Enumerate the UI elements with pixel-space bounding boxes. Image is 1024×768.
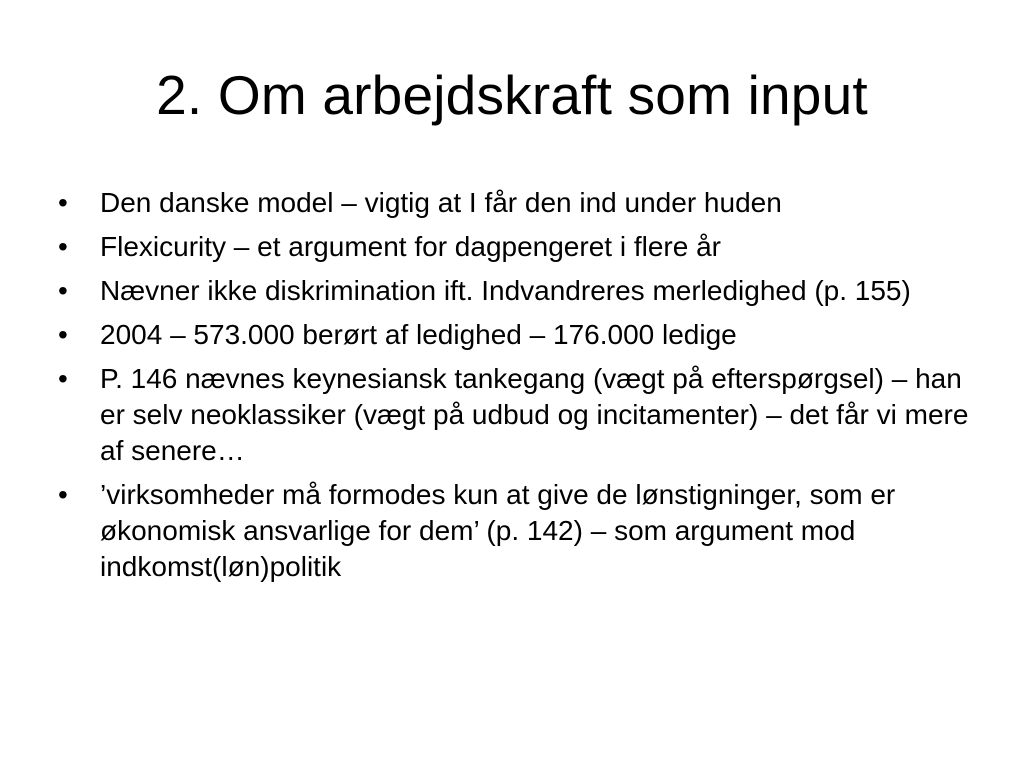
bullet-item-1: [58, 185, 978, 221]
bullet-text-3: Nævner ikke diskrimination ift. Indvandreres merledighed (p. 155): [100, 275, 911, 306]
bullet-text-1: Den danske model – vigtig at I får den ind under huden: [100, 187, 782, 218]
bullet-list: [58, 185, 978, 593]
bullet-marker: •: [58, 319, 68, 350]
slide-title: 2. Om arbejdskraft som input: [156, 64, 868, 126]
bullet-marker: •: [58, 275, 68, 306]
bullet-marker: •: [58, 479, 68, 510]
bullet-text-2: Flexicurity – et argument for dagpengeret i flere år: [100, 231, 721, 262]
bullet-item-3: [58, 273, 978, 309]
bullet-marker: •: [58, 363, 68, 394]
bullet-text-4: 2004 – 573.000 berørt af ledighed – 176.000 ledige: [100, 319, 737, 350]
bullet-item-6: [58, 477, 978, 585]
bullet-marker: •: [58, 231, 68, 262]
bullet-item-4: [58, 317, 978, 353]
bullet-marker: •: [58, 187, 68, 218]
bullet-item-2: [58, 229, 978, 265]
bullet-text-5: P. 146 nævnes keynesiansk tankegang (vægt på efterspørgsel) – han er selv neoklassiker (vægt på udbud og incitamenter) – det får vi mere af senere…: [100, 363, 969, 466]
bullet-text-6: ’virksomheder må formodes kun at give de lønstigninger, som er økonomisk ansvarlige for dem’ (p. 142) – som argument mod indkomst(løn)politik: [100, 479, 896, 582]
bullet-item-5: [58, 361, 978, 469]
